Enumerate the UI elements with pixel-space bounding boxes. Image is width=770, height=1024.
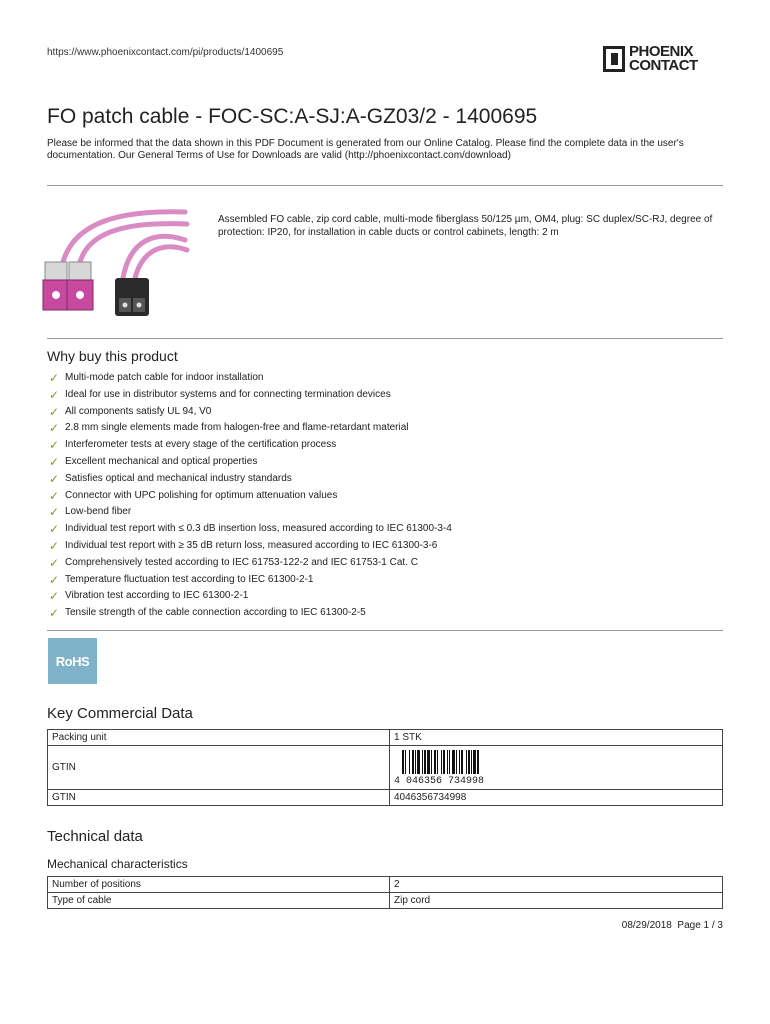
checkmark-icon: ✓ [49, 404, 60, 419]
list-item [47, 538, 452, 555]
table-key: Type of cable [48, 893, 390, 909]
checkmark-icon: ✓ [49, 522, 60, 537]
list-item [47, 454, 452, 471]
list-item [47, 572, 452, 589]
table-row [48, 877, 723, 893]
checkmark-icon: ✓ [49, 505, 60, 520]
divider [47, 630, 723, 631]
table-value: 4046356734998 [390, 790, 723, 806]
footer-date: 08/29/2018 [621, 920, 672, 931]
benefit-text: Low-bend fiber [65, 506, 132, 518]
table-row [48, 893, 723, 909]
logo-mark-icon [603, 46, 625, 72]
phoenix-contact-logo [603, 45, 721, 75]
table-key: Packing unit [48, 730, 390, 746]
barcode-bar [412, 750, 414, 774]
product-description: Assembled FO cable, zip cord cable, multi-mode fiberglass 50/125 µm, OM4, plug: SC duplex/SC-RJ, degree of protection: IP20, for installation in cable ducts or control cabinets, length: 2 m [218, 214, 713, 238]
list-item [47, 555, 452, 572]
barcode-bar [468, 750, 470, 774]
benefit-text: Tensile strength of the cable connection according to IEC 61300-2-5 [65, 607, 366, 619]
barcode-bar [431, 750, 432, 774]
barcode-bar [441, 750, 442, 774]
barcode-bar [405, 750, 406, 774]
benefit-text: Multi-mode patch cable for indoor installation [65, 372, 264, 383]
checkmark-icon: ✓ [49, 387, 60, 402]
logo-text-line2: CONTACT [629, 57, 698, 74]
benefit-text: Temperature fluctuation test according to IEC 61300-2-1 [65, 573, 314, 585]
barcode-bar [447, 750, 448, 774]
barcode-bar [471, 750, 472, 774]
rohs-badge: RoHS [48, 638, 97, 684]
commercial-table [47, 729, 723, 806]
checkmark-icon: ✓ [49, 606, 60, 621]
barcode-bar [409, 750, 410, 774]
intro-text: Please be informed that the data shown in this PDF Document is generated from our Online Catalog. Please find the complete data in the user's documentation. Our General Terms of Use for Downloads are valid (http://phoenixcontact.com/download) [47, 138, 684, 161]
product-image [35, 200, 195, 325]
table-value: Zip cord [390, 893, 723, 909]
table-key: GTIN [48, 790, 390, 806]
barcode-bar [402, 750, 404, 774]
divider [47, 185, 723, 186]
table-value: 1 STK [390, 730, 723, 746]
checkmark-icon: ✓ [49, 421, 60, 436]
table-row [48, 746, 723, 790]
barcode-bar [434, 750, 436, 774]
checkmark-icon: ✓ [49, 454, 60, 469]
benefit-text: All components satisfy UL 94, V0 [65, 405, 212, 417]
list-item [47, 437, 452, 454]
commercial-heading: Key Commercial Data [47, 705, 193, 722]
list-item [47, 488, 452, 505]
barcode-bar [415, 750, 416, 774]
checkmark-icon: ✓ [49, 438, 60, 453]
technical-table [47, 876, 723, 909]
benefit-text: Individual test report with ≤ 0.3 dB insertion loss, measured according to IEC 61300-3-4 [65, 523, 452, 535]
list-item [47, 504, 452, 521]
benefit-text: Vibration test according to IEC 61300-2-1 [65, 590, 249, 602]
list-item [47, 387, 452, 404]
mechanical-subheading: Mechanical characteristics [47, 857, 188, 871]
benefit-text: Ideal for use in distributor systems and for connecting termination devices [65, 388, 391, 400]
checkmark-icon: ✓ [49, 488, 60, 503]
benefit-text: 2.8 mm single elements made from halogen-free and flame-retardant material [65, 422, 409, 434]
barcode-bar [424, 750, 426, 774]
table-key: GTIN [48, 746, 390, 790]
technical-heading: Technical data [47, 828, 143, 845]
list-item [47, 521, 452, 538]
barcode-bar [452, 750, 455, 774]
divider [47, 338, 723, 339]
benefits-list [47, 370, 452, 622]
barcode-bar [466, 750, 467, 774]
benefit-text: Connector with UPC polishing for optimum attenuation values [65, 489, 338, 501]
list-item [47, 370, 452, 387]
list-item [47, 588, 452, 605]
barcode-bar [443, 750, 445, 774]
barcode-icon [394, 750, 520, 786]
barcode-bar [427, 750, 430, 774]
barcode-bar [461, 750, 463, 774]
barcode-number: 4 046356 734998 [394, 776, 485, 786]
barcode-bar [437, 750, 438, 774]
checkmark-icon: ✓ [49, 589, 60, 604]
table-value: 2 [390, 877, 723, 893]
list-item [47, 471, 452, 488]
page-url: https://www.phoenixcontact.com/pi/products/1400695 [47, 47, 284, 58]
barcode-bar [422, 750, 423, 774]
page-title: FO patch cable - FOC-SC:A-SJ:A-GZ03/2 - 1400695 [47, 105, 538, 128]
checkmark-icon: ✓ [49, 538, 60, 553]
checkmark-icon: ✓ [49, 572, 60, 587]
barcode-bar [459, 750, 460, 774]
page-footer [622, 920, 723, 931]
list-item [47, 420, 452, 437]
checkmark-icon: ✓ [49, 555, 60, 570]
benefit-text: Interferometer tests at every stage of the certification process [65, 439, 337, 451]
barcode-bar [456, 750, 457, 774]
checkmark-icon: ✓ [49, 371, 60, 385]
barcode-bar [417, 750, 420, 774]
benefit-text: Individual test report with ≥ 35 dB return loss, measured according to IEC 61300-3-6 [65, 539, 438, 551]
barcode-bar [449, 750, 450, 774]
table-key: Number of positions [48, 877, 390, 893]
table-row [48, 790, 723, 806]
benefit-text: Satisfies optical and mechanical industry standards [65, 472, 292, 484]
table-value [390, 746, 723, 790]
barcode-bar [473, 750, 476, 774]
list-item [47, 605, 452, 622]
list-item [47, 404, 452, 421]
benefit-text: Excellent mechanical and optical properties [65, 455, 258, 467]
benefit-text: Comprehensively tested according to IEC 61753-122-2 and IEC 61753-1 Cat. C [65, 556, 418, 568]
why-buy-heading: Why buy this product [47, 348, 178, 364]
checkmark-icon: ✓ [49, 471, 60, 486]
table-row [48, 730, 723, 746]
footer-page: Page 1 / 3 [677, 920, 723, 931]
logo-text-line1: PHOENIX [629, 43, 694, 60]
barcode-bar [477, 750, 479, 774]
